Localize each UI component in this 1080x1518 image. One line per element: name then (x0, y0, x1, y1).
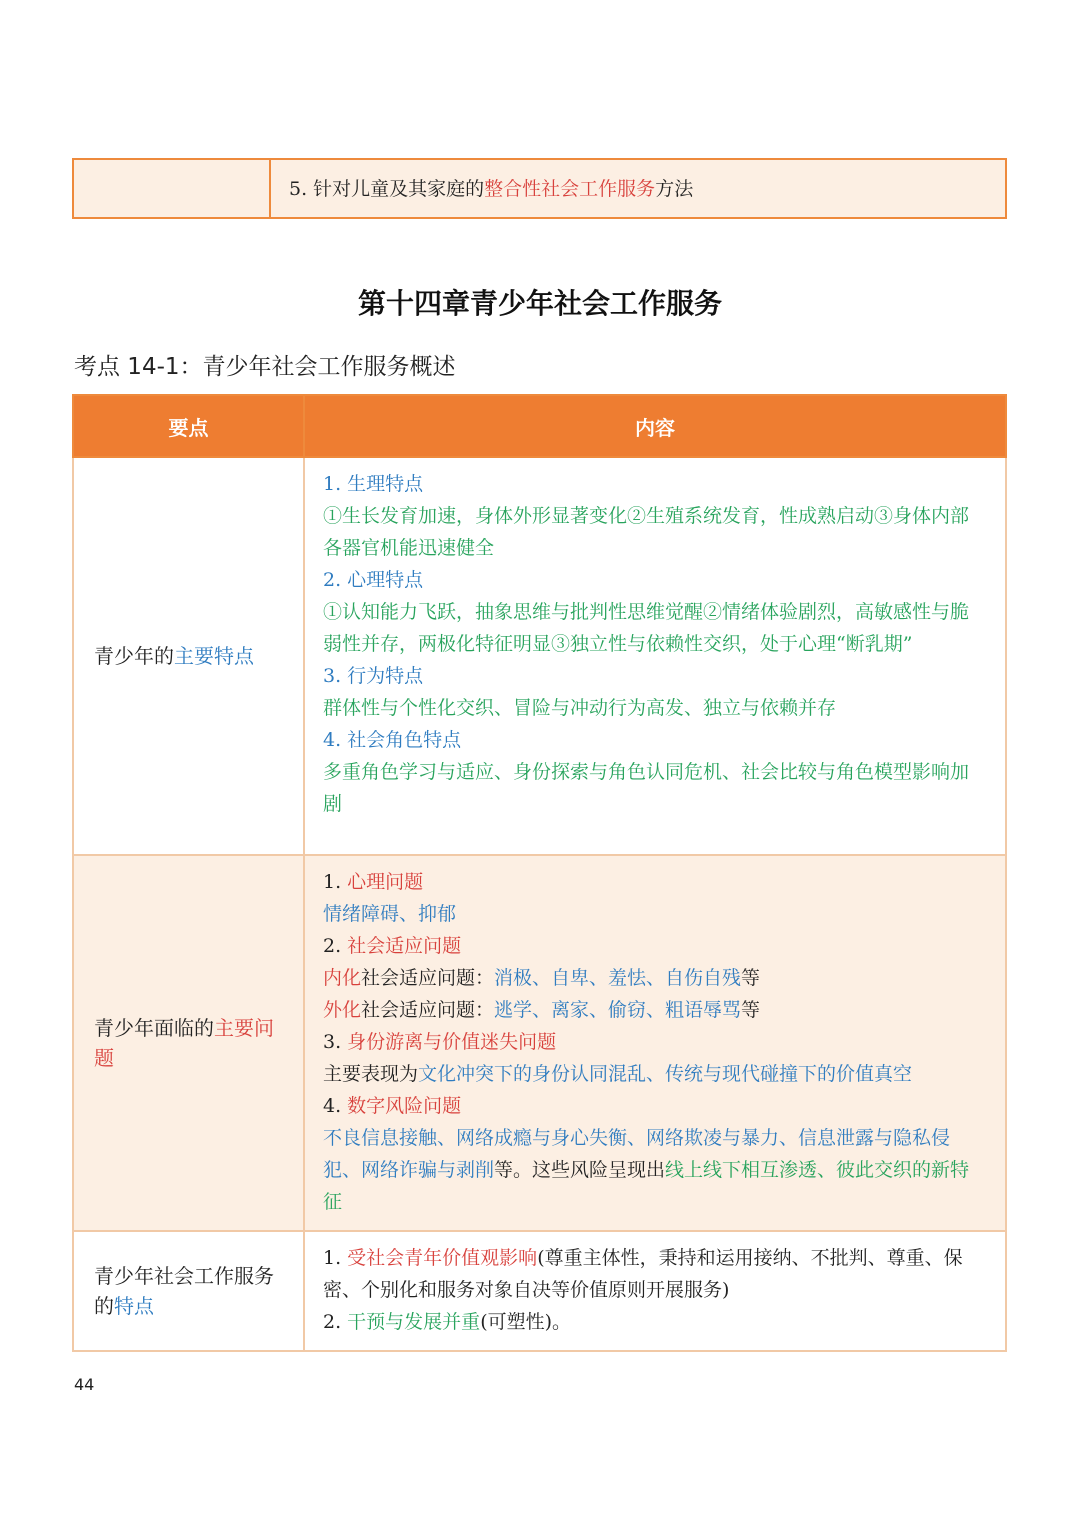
exam-point-heading: 考点 14-1：青少年社会工作服务概述 (74, 354, 456, 380)
key-text: 青少年的 (94, 644, 174, 668)
key-text: 青少年社会工作服务的 (94, 1264, 274, 1318)
item-text: 情绪障碍、抑郁 (323, 903, 457, 925)
table-row (73, 1231, 1006, 1351)
item-heading: 2. 社会适应问题 (323, 935, 462, 957)
row-key-service-features (73, 1231, 304, 1351)
item-heading: 3. 身份游离与价值迷失问题 (323, 1031, 557, 1053)
item-text: 不良信息接触、网络成瘾与身心失衡、网络欺凌与暴力、信息泄露与隐私侵犯、网络诈骗与剥削等。这些风险呈现出线上线下相互渗透、彼此交织的新特征 (323, 1127, 970, 1213)
item-text: 多重角色学习与适应、身份探索与角色认同危机、社会比较与角色模型影响加剧 (323, 761, 970, 815)
previous-item-prefix: 5. 针对儿童及其家庭的 (289, 178, 485, 200)
row-key-problems (73, 855, 304, 1231)
page-number: 44 (74, 1375, 95, 1394)
item-text: 内化社会适应问题：消极、自卑、羞怯、自伤自残等 (323, 967, 761, 989)
key-highlight: 特点 (114, 1294, 154, 1318)
item-heading: 4. 社会角色特点 (323, 729, 462, 751)
table-row (73, 457, 1006, 855)
item-text: ①认知能力飞跃，抽象思维与批判性思维觉醒②情绪体验剧烈，高敏感性与脆弱性并存，两极化特征明显③独立性与依赖性交织，处于心理“断乳期” (323, 601, 970, 655)
item-text: ①生长发育加速，身体外形显著变化②生殖系统发育，性成熟启动③身体内部各器官机能迅速健全 (323, 505, 970, 559)
item-text: 群体性与个性化交织、冒险与冲动行为高发、独立与依赖并存 (323, 697, 837, 719)
item-heading: 2. 心理特点 (323, 569, 424, 591)
item-heading: 1. 心理问题 (323, 871, 424, 893)
key-text: 青少年面临的 (94, 1016, 214, 1040)
row-key-characteristics (73, 457, 304, 855)
previous-item-suffix: 方法 (655, 178, 694, 200)
table-row (73, 855, 1006, 1231)
item-heading: 4. 数字风险问题 (323, 1095, 462, 1117)
item-text: 主要表现为文化冲突下的身份认同混乱、传统与现代碰撞下的价值真空 (323, 1063, 913, 1085)
key-highlight: 主要问题 (94, 1016, 274, 1070)
item-text: 1. 受社会青年价值观影响(尊重主体性，秉持和运用接纳、不批判、尊重、保密、个别化和服务对象自决等价值原则开展服务) (323, 1247, 963, 1301)
header-content: 内容 (304, 395, 1006, 457)
overview-table (72, 394, 1007, 1352)
chapter-title: 第十四章青少年社会工作服务 (357, 287, 722, 320)
header-key: 要点 (73, 395, 304, 457)
key-highlight: 主要特点 (174, 644, 254, 668)
item-text: 2. 干预与发展并重(可塑性)。 (323, 1311, 572, 1333)
previous-item-highlight: 整合性社会工作服务 (484, 178, 656, 200)
item-heading: 3. 行为特点 (323, 665, 424, 687)
row-content-problems (304, 855, 1006, 1231)
previous-chapter-table-row (72, 158, 1007, 219)
previous-content-cell (271, 160, 1005, 217)
previous-key-cell (74, 160, 271, 217)
item-text: 外化社会适应问题：逃学、离家、偷窃、粗语辱骂等 (323, 999, 761, 1021)
item-heading: 1. 生理特点 (323, 473, 424, 495)
row-content-characteristics (304, 457, 1006, 855)
table-header-row (73, 395, 1006, 457)
row-content-service-features (304, 1231, 1006, 1351)
